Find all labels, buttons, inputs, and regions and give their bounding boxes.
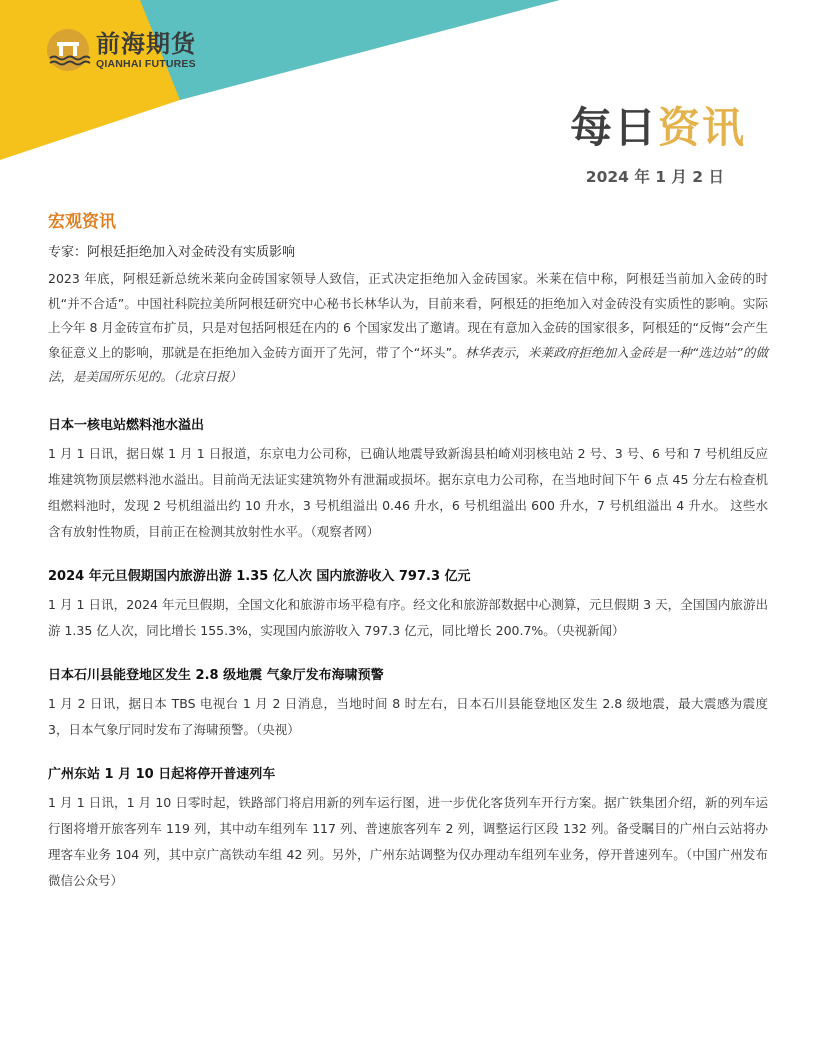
macro-body-text: 2023 年底，阿根廷新总统米莱向金砖国家领导人致信，正式决定拒绝加入金砖国家。米莱在信中称，阿根廷当前加入金砖的时机“并不合适”。中国社科院拉美所阿根廷研究中心秘书长林华认为，目前来看，阿根廷的拒绝加入对金砖没有实质性的影响。实际上今年 8 月金砖宣布扩员，只是对包括阿根廷在内的 6 个国家发出了邀请。现在有意加入金砖的国家很多，阿根廷的“反悔”会产生象征意义上的影响，那就是在拒绝加入金砖方面开了先河，带了个“坏头”。 xyxy=(48,271,768,360)
logo-english-name: QIANHAI FUTURES xyxy=(96,58,196,70)
news-body: 1 月 1 日讯，据日媒 1 月 1 日报道，东京电力公司称，已确认地震导致新潟县柏崎刈羽核电站 2 号、3 号、6 号和 7 号机组反应堆建筑物顶层燃料池水溢出。目前尚无法证实建筑物外有泄漏或损坏。据东京电力公司称，在当地时间下午 6 点 45 分左右检查机组燃料池时，发现 2 号机组溢出约 10 升水，3 号机组溢出 0.46 升水，6 号机组溢出 600 升水，7 号机组溢出 4 升水。 这些水含有放射性物质，目前正在检测其放射性水平。（观察者网） xyxy=(48,445,768,539)
news-item xyxy=(48,666,768,743)
logo-text xyxy=(96,30,196,70)
page-title xyxy=(570,102,746,154)
section-title-macro: 宏观资讯 xyxy=(48,212,116,232)
macro-body xyxy=(48,267,768,390)
company-logo xyxy=(44,26,196,74)
news-body: 1 月 2 日讯，据日本 TBS 电视台 1 月 2 日消息，当地时间 8 时左右，日本石川县能登地区发生 2.8 级地震，最大震感为震度 3，日本气象厅同时发布了海啸预警。（央视） xyxy=(48,695,768,737)
news-item xyxy=(48,765,768,894)
news-title: 2024 年元旦假期国内旅游出游 1.35 亿人次 国内旅游收入 797.3 亿元 xyxy=(48,568,471,584)
news-title: 日本一核电站燃料池水溢出 xyxy=(48,417,205,433)
news-body: 1 月 1 日讯，2024 年元旦假期，全国文化和旅游市场平稳有序。经文化和旅游部数据中心测算，元旦假期 3 天，全国国内旅游出游 1.35 亿人次，同比增长 155.3%，实现国内旅游收入 797.3 亿元，同比增长 200.7%。（央视新闻） xyxy=(48,596,768,638)
main-content xyxy=(48,210,768,894)
news-body: 1 月 1 日讯，1 月 10 日零时起，铁路部门将启用新的列车运行图，进一步优化客货列车开行方案。据广铁集团介绍，新的列车运行图将增开旅客列车 119 列，其中动车组列车 117 列、普速旅客列车 2 列，调整运行区段 132 列。备受瞩目的广州白云站将办理客车业务 104 列，其中京广高铁动车组 42 列。另外，广州东站调整为仅办理动车组列车业务，停开普速列车。（中国广州发布微信公众号） xyxy=(48,794,768,888)
news-title: 日本石川县能登地区发生 2.8 级地震 气象厅发布海啸预警 xyxy=(48,667,384,683)
macro-headline: 专家：阿根廷拒绝加入对金砖没有实质影响 xyxy=(48,245,296,260)
news-item xyxy=(48,567,768,644)
banner-teal-shape xyxy=(140,0,560,100)
macro-body-italic: 林华表示，米莱政府拒绝加入金砖是一种“选边站”的做法，是美国所乐见的。（北京日报） xyxy=(48,344,769,384)
news-title: 广州东站 1 月 10 日起将停开普速列车 xyxy=(48,766,276,782)
report-date: 2024 年 1 月 2 日 xyxy=(585,168,724,186)
news-item xyxy=(48,416,768,545)
logo-emblem-icon xyxy=(44,26,92,74)
logo-chinese-name: 前海期货 xyxy=(96,29,196,58)
title-dark-part: 每日 xyxy=(569,103,658,152)
title-gold-part: 资讯 xyxy=(657,103,746,152)
